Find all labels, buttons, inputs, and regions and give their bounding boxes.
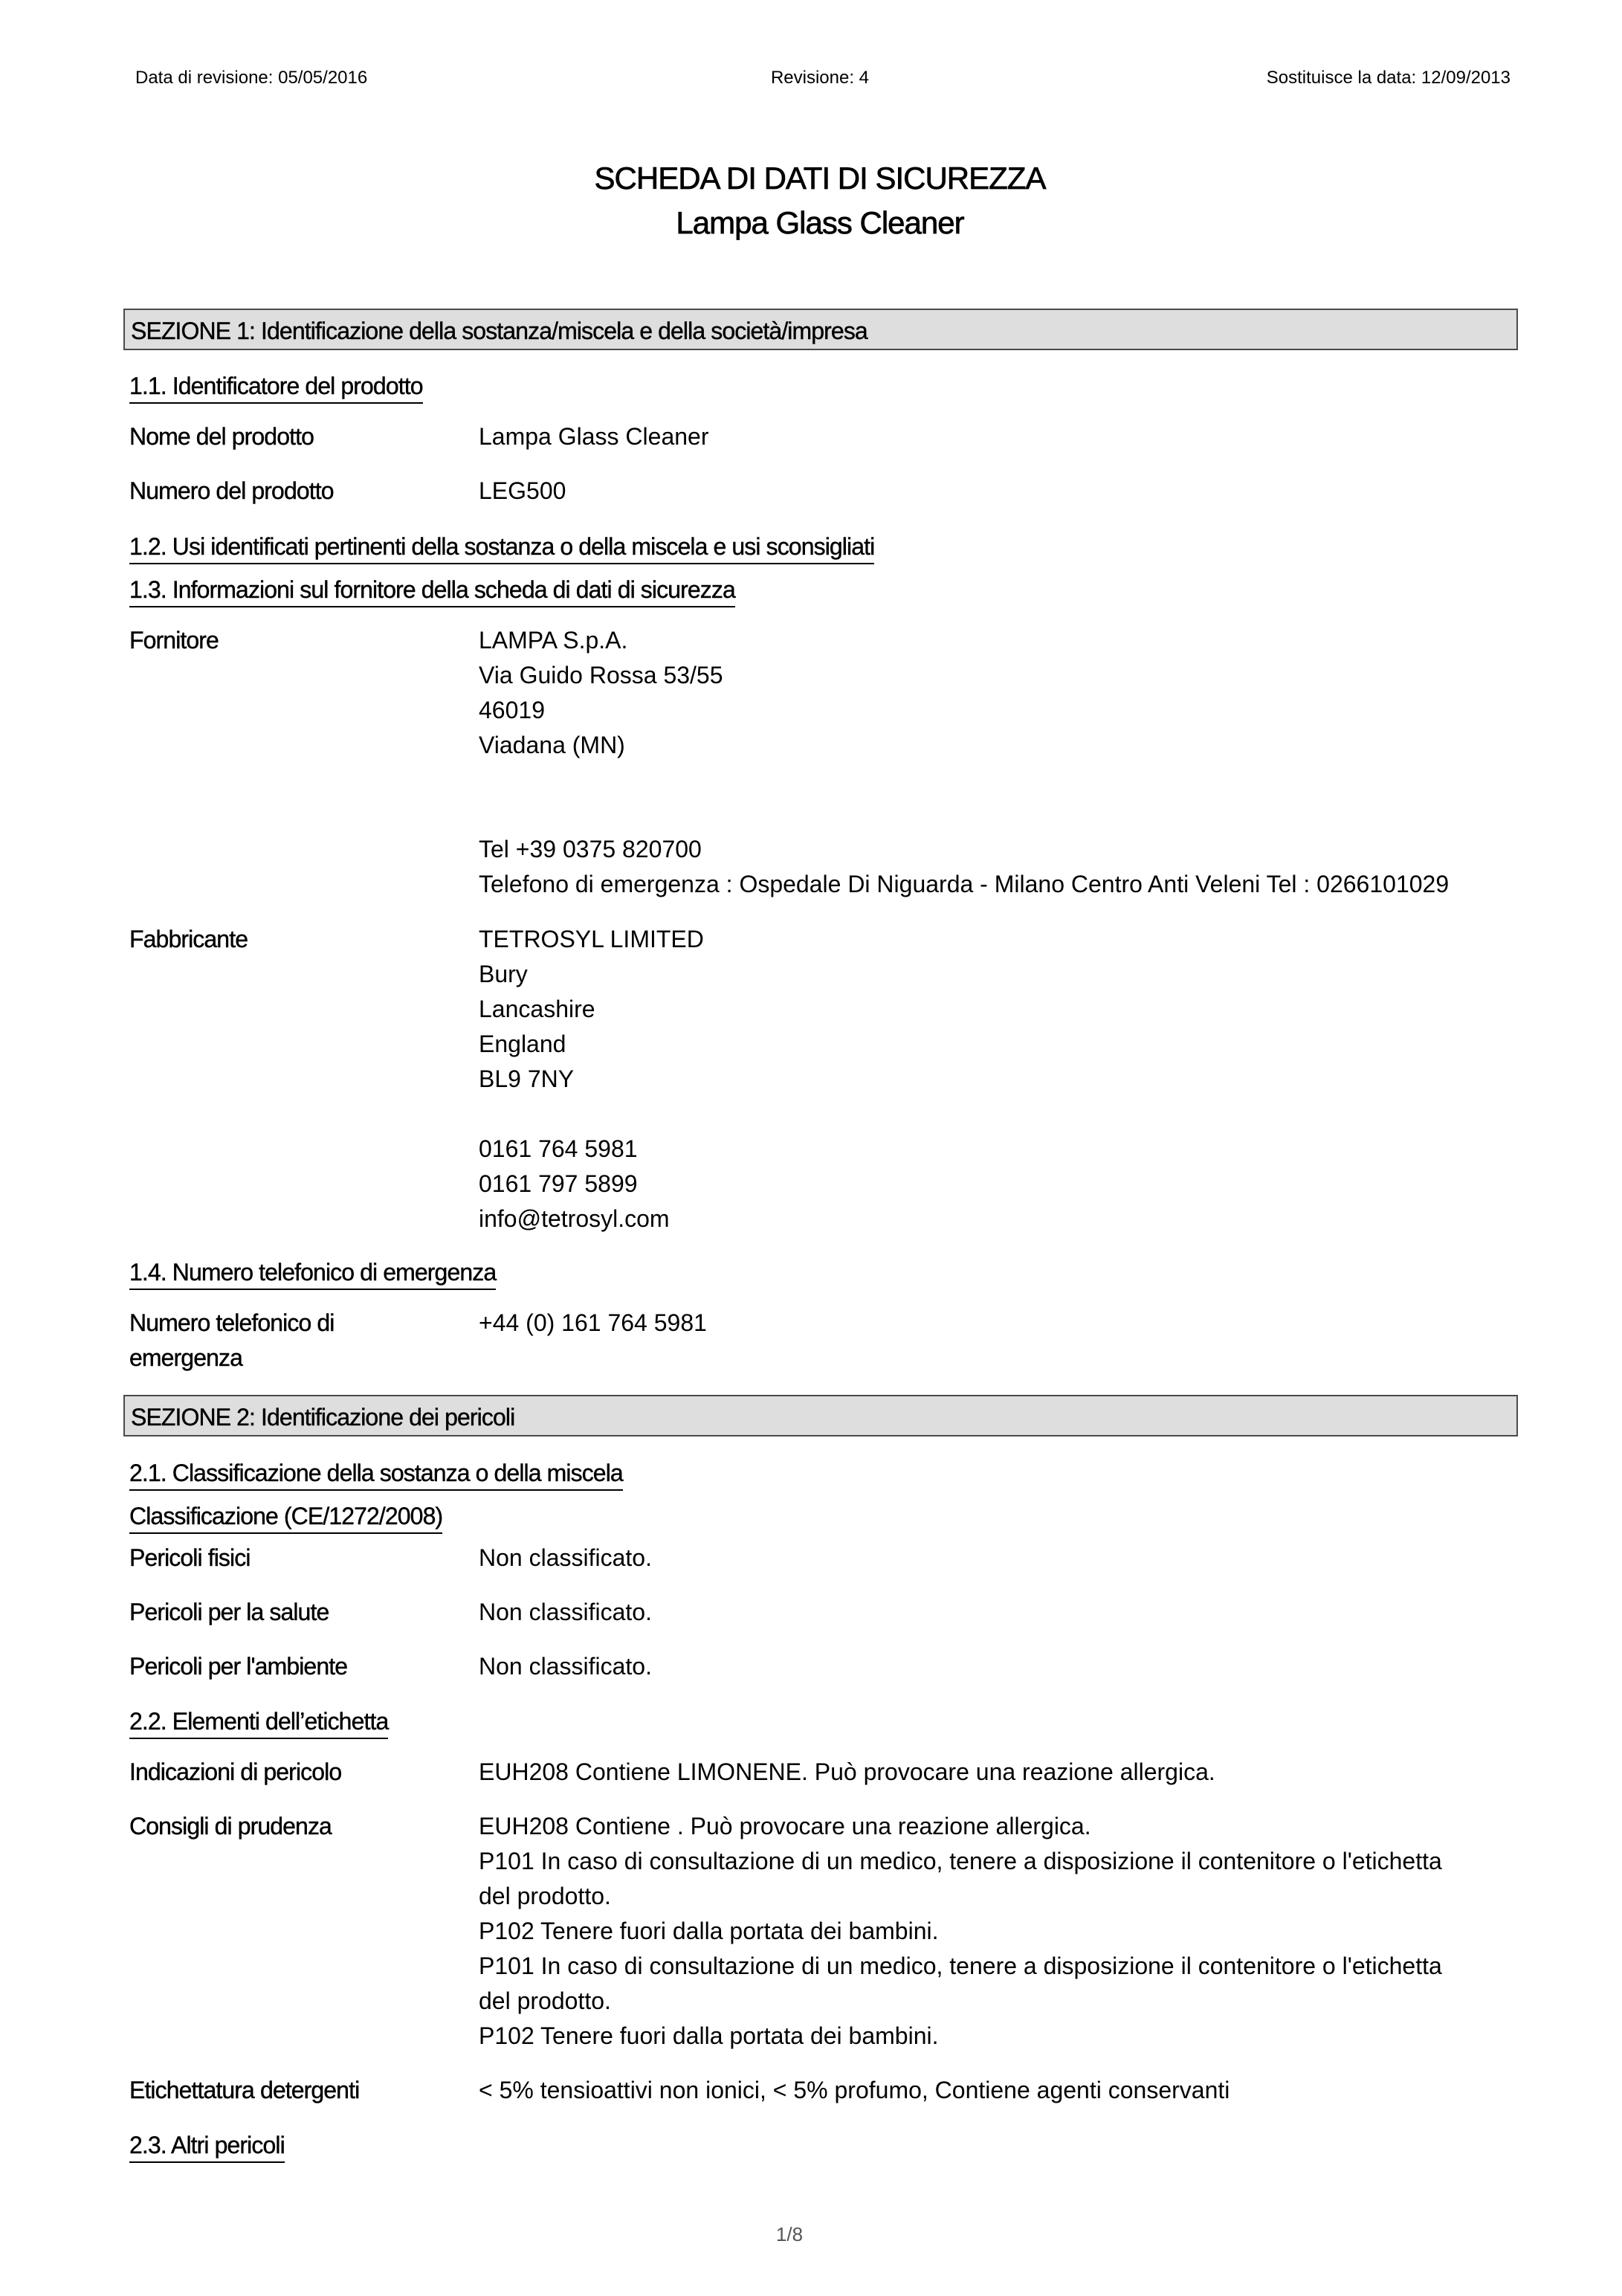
section-1-title: SEZIONE 1: Identificazione della sostanza/miscela e della società/impresa (131, 317, 867, 344)
document-title: SCHEDA DI DATI DI SICUREZZA (594, 161, 1046, 196)
page-number: 1/8 (775, 2223, 804, 2245)
subsection-1-3-heading: 1.3. Informazioni sul fornitore della scheda di dati di sicurezza (129, 575, 735, 607)
hazard-statements-label: Indicazioni di pericolo (129, 1758, 342, 1785)
environment-hazards-value: Non classificato. (479, 1653, 652, 1680)
supplier-contact: Tel +39 0375 820700 Telefono di emergenza : Ospedale Di Niguarda - Milano Centro Anti Veleni Tel : 0266101029 (479, 836, 1450, 897)
physical-hazards-value: Non classificato. (479, 1544, 652, 1571)
section-2-title: SEZIONE 2: Identificazione dei pericoli (131, 1404, 515, 1431)
detergent-labelling-value: < 5% tensioattivi non ionici, < 5% profumo, Contiene agenti conservanti (479, 2077, 1230, 2103)
supplier-address: LAMPA S.p.A. Via Guido Rossa 53/55 46019 Viadana (MN) (479, 627, 723, 758)
subsection-2-2-heading: 2.2. Elementi dell’etichetta (129, 1707, 388, 1739)
manufacturer-label: Fabbricante (129, 926, 248, 952)
environment-hazards-label: Pericoli per l'ambiente (129, 1653, 348, 1680)
product-number-label: Numero del prodotto (129, 477, 334, 504)
revision-date: Data di revisione: 05/05/2016 (135, 68, 368, 88)
section-2-header (123, 1395, 1518, 1436)
hazard-statements-value: EUH208 Contiene LIMONENE. Può provocare una reazione allergica. (479, 1758, 1215, 1785)
classification-heading: Classificazione (CE/1272/2008) (129, 1502, 442, 1534)
health-hazards-value: Non classificato. (479, 1599, 652, 1625)
subsection-2-3-heading: 2.3. Altri pericoli (129, 2131, 285, 2163)
precautionary-statements-label: Consigli di prudenza (129, 1813, 332, 1839)
subsection-2-1-heading: 2.1. Classificazione della sostanza o della miscela (129, 1459, 623, 1491)
supplier-label: Fornitore (129, 627, 219, 654)
product-title: Lampa Glass Cleaner (676, 205, 964, 240)
section-1-header (123, 309, 1518, 350)
subsection-1-1-heading: 1.1. Identificatore del prodotto (129, 372, 423, 404)
subsection-1-4-heading: 1.4. Numero telefonico di emergenza (129, 1258, 496, 1290)
product-name-label: Nome del prodotto (129, 423, 314, 450)
precautionary-statements-value: EUH208 Contiene . Può provocare una reazione allergica. P101 In caso di consultazione di un medico, tenere a disposizione il contenitore o l'etichetta del prodotto. P102 Tenere fuori dalla portata dei bambini. P101 In caso di consultazione di un medico, tenere a disposizione il contenitore o l'etichetta del prodotto. P102 Tenere fuori dalla portata dei bambini. (479, 1813, 1442, 2049)
revision-number: Revisione: 4 (770, 68, 870, 88)
emergency-phone-value: +44 (0) 161 764 5981 (479, 1309, 707, 1336)
physical-hazards-label: Pericoli fisici (129, 1544, 251, 1571)
product-number-value: LEG500 (479, 477, 566, 504)
health-hazards-label: Pericoli per la salute (129, 1599, 329, 1625)
manufacturer-details: TETROSYL LIMITED Bury Lancashire England BL9 7NY 0161 764 5981 0161 797 5899 info@tetrosyl.com (479, 926, 704, 1232)
subsection-1-2-heading: 1.2. Usi identificati pertinenti della sostanza o della miscela e usi sconsigliati (129, 532, 874, 564)
detergent-labelling-label: Etichettatura detergenti (129, 2077, 360, 2103)
supersedes-date: Sostituisce la data: 12/09/2013 (1266, 68, 1510, 88)
emergency-phone-label: Numero telefonico di emergenza (129, 1309, 335, 1371)
product-name-value: Lampa Glass Cleaner (479, 423, 709, 450)
